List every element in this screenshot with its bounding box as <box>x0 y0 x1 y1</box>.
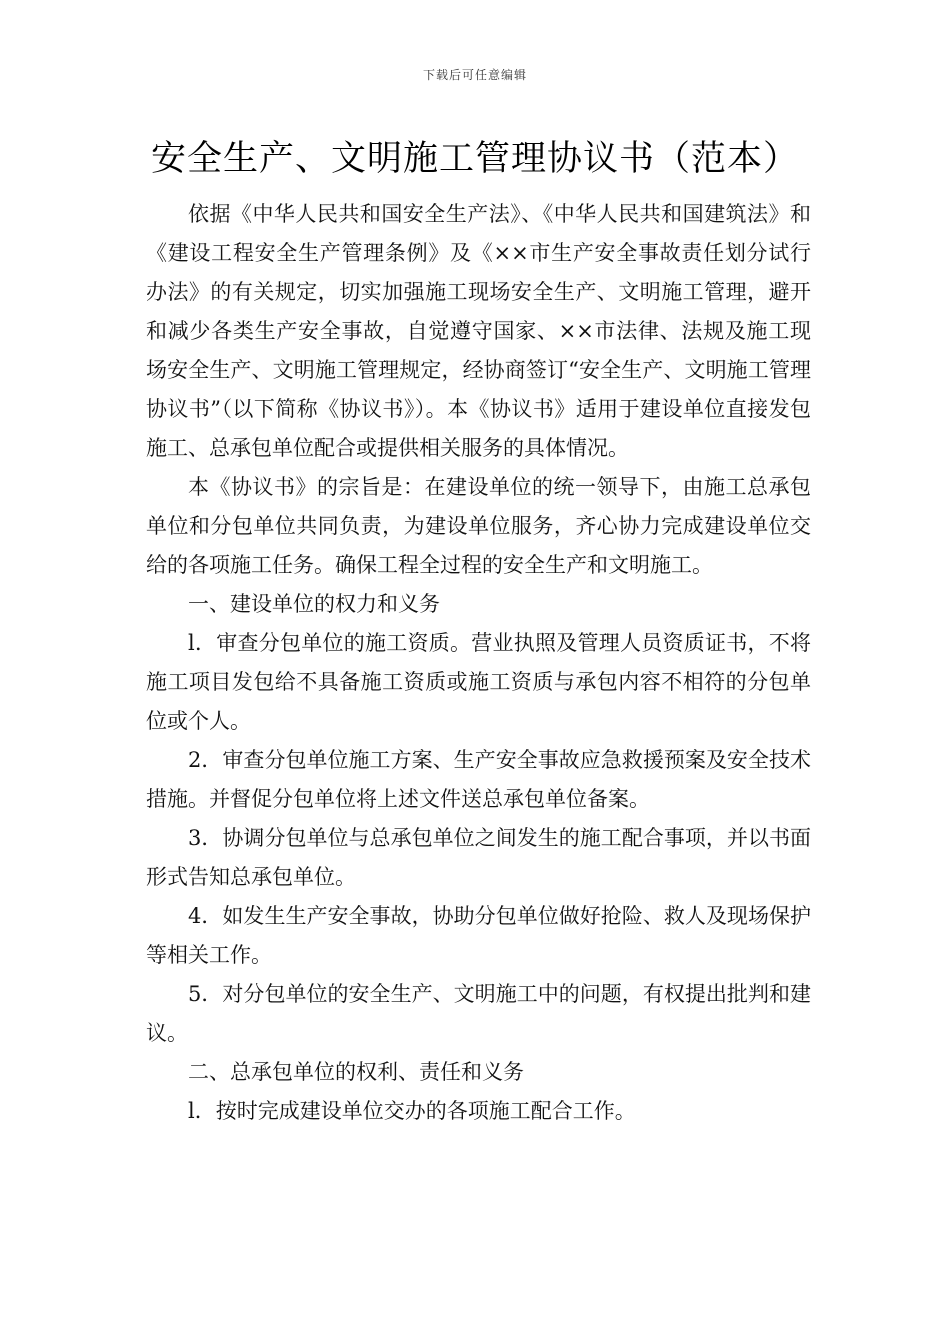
paragraph-preamble: 依据《中华人民共和国安全生产法》、《中华人民共和国建筑法》和《建设工程安全生产管理条例》及《××市生产安全事故责任划分试行办法》的有关规定，切实加强施工现场安全生产、文明施工管理，避开和减少各类生产安全事故，自觉遵守国家、××市法律、法规及施工现场安全生产、文明施工管理规定，经协商签订“安全生产、文明施工管理协议书”（以下简称《协议书》）。本《协议书》适用于建设单位直接发包施工、总承包单位配合或提供相关服务的具体情况。 <box>146 202 811 460</box>
document-title: 安全生产、文明施工管理协议书（范本） <box>150 139 799 179</box>
list-item: 3．协调分包单位与总承包单位之间发生的施工配合事项，并以书面形式告知总承包单位。 <box>146 826 811 889</box>
list-item: 5．对分包单位的安全生产、文明施工中的问题，有权提出批判和建议。 <box>146 982 811 1045</box>
list-item: 2．审查分包单位施工方案、生产安全事故应急救援预案及安全技术措施。并督促分包单位将上述文件送总承包单位备案。 <box>146 748 811 811</box>
section-heading-2: 二、总承包单位的权利、责任和义务 <box>188 1060 524 1084</box>
list-item: l．审查分包单位的施工资质。营业执照及管理人员资质证书，不将施工项目发包给不具备施工资质或施工资质与承包内容不相符的分包单位或个人。 <box>146 631 811 733</box>
list-item: 4．如发生生产安全事故，协助分包单位做好抢险、救人及现场保护等相关工作。 <box>146 904 811 967</box>
page-header-note: 下载后可任意编辑 <box>422 68 527 82</box>
list-item: l．按时完成建设单位交办的各项施工配合工作。 <box>188 1099 636 1123</box>
section-heading-1: 一、建设单位的权力和义务 <box>188 592 440 616</box>
document-body <box>146 195 811 1131</box>
paragraph-purpose: 本《协议书》的宗旨是：在建设单位的统一领导下，由施工总承包单位和分包单位共同负责，为建设单位服务，齐心协力完成建设单位交给的各项施工任务。确保工程全过程的安全生产和文明施工。 <box>146 475 811 577</box>
